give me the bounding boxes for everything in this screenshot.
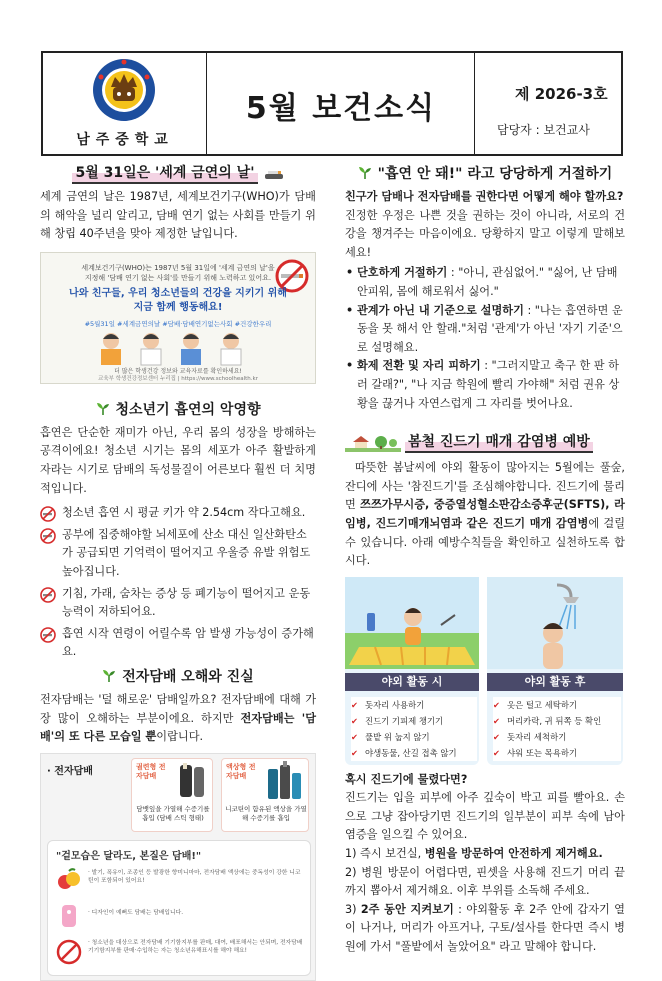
section-heading-text: 5월 31일은 '세계 금연의 날' <box>72 162 257 184</box>
check-icon: ✔ <box>493 715 501 726</box>
newsletter-header <box>41 51 623 156</box>
list-item <box>40 585 316 622</box>
cigarette-ashtray-icon <box>264 166 284 180</box>
step-bold-text: 병원을 방문하여 안전하게 제거해요. <box>424 847 603 861</box>
step-text: : 야외활동 후 2주 안에 갑자기 열이 나거나, 머리가 아프거나, 구토/설사를 한다면 즉시 병원에 가서 "풀밭에서 놀았어요" 라고 말해야 합니다. <box>345 902 625 954</box>
section-heading-text: 청소년기 흡연의 악영향 <box>115 401 261 418</box>
list-item <box>351 697 477 713</box>
heated-tobacco-device-icon <box>174 763 210 799</box>
paragraph-bold-text: 쯔쯔가무시증, 중증열성혈소판감소증후군(SFTS), 라임병, 진드기매개뇌염과 같은 진드기 매개 감염병 <box>345 498 625 530</box>
list-item-text: 진드기 기피제 챙기기 <box>365 715 444 726</box>
right-column <box>345 162 625 957</box>
step-text: 1) 즉시 보건실, <box>345 847 425 861</box>
school-logo-cell <box>43 53 207 154</box>
check-icon: ✔ <box>351 715 359 726</box>
refusal-question: 친구가 담배나 전자담배를 권한다면 어떻게 해야 할까요? <box>345 190 624 203</box>
check-icon: ✔ <box>351 747 359 758</box>
tick-bite-paragraph: 진드기는 입을 피부에 아주 깊숙이 박고 피를 빨아요. 손으로 그냥 잡아당기면 진드기의 일부분이 피부 속에 남아 염증을 일으킬 수 있어요. <box>345 791 625 842</box>
school-name: 남주중학교 <box>76 132 174 148</box>
house-landscape-icon <box>345 432 401 452</box>
tip-text: : "그러지말고 축구 한 판 하러 갈래?", "나 지금 학원에 빨리 가야해" 처럼 권유 상황을 끊거나 자연스럽게 그 자리를 벗어나요. <box>357 359 620 410</box>
check-icon: ✔ <box>493 731 501 742</box>
tick-bite-question: 혹시 진드기에 물렸다면? <box>345 772 468 786</box>
card-title: 야외 활동 후 <box>487 673 623 691</box>
section-heading-text: 봄철 진드기 매개 감염병 예방 <box>405 431 593 453</box>
paragraph-text: 전자담배는 '덜 해로운' 담배일까요? 전자담배에 대해 가장 많이 오해하는 부분이에요. 하지만 <box>40 692 316 725</box>
list-item <box>345 264 625 301</box>
poster-label: · 전자담배 <box>47 765 93 777</box>
card-description: 담뱃잎을 가열해 수증기를 흡입 (담배 스틱 형태) <box>136 804 210 822</box>
no-smoking-icon <box>40 587 56 603</box>
shower-illustration-icon <box>487 577 623 669</box>
paragraph-text: 따뜻한 봄날씨에 야외 활동이 많아지는 5월에는 풀숲, 잔디에 사는 '참진드기'를 조심해야합니다. 진드기에 물리면 <box>345 461 625 512</box>
list-item <box>493 745 621 761</box>
no-smoking-day-poster <box>40 252 316 384</box>
tick-paragraph <box>345 459 625 571</box>
tick-bite-step <box>345 845 625 864</box>
list-item-text: 옷은 털고 세탁하기 <box>507 699 578 710</box>
poster-footer-url: 교육부 학생건강정보센터 누리집 | https://www.schoolhealth.kr <box>98 375 258 382</box>
paragraph-text: 에 걸릴 수 있습니다. 아래 예방수칙들을 확인하고 실천하도록 합시다. <box>345 516 625 568</box>
check-icon: ✔ <box>351 731 359 742</box>
poster-headline: 지금 함께 행동해요! <box>133 301 223 313</box>
section-teen-smoking-title <box>40 398 316 420</box>
list-item-text: 돗자리 사용하기 <box>365 699 425 710</box>
school-seal-icon <box>89 57 159 123</box>
list-item <box>345 357 625 413</box>
list-item <box>493 713 621 729</box>
picnic-illustration-icon <box>345 577 479 669</box>
list-item <box>351 729 477 745</box>
refusal-tips-list <box>345 264 625 413</box>
heated-tobacco-card <box>131 758 213 832</box>
list-item <box>345 302 625 358</box>
no-smoking-day-paragraph: 세계 금연의 날은 1987년, 세계보건기구(WHO)가 담배의 해악을 널리 알리고, 담배 연기 없는 사회를 만들기 위해 창립 40주년을 맞아 제정한 날입니다. <box>40 190 316 241</box>
list-item-text: 청소년 흡연 시 평균 키가 약 2.54cm 작다고해요. <box>62 506 306 520</box>
section-refusal-title <box>345 162 625 184</box>
manager-label: 담당자 : 보건교사 <box>497 123 590 137</box>
no-smoking-icon <box>40 627 56 643</box>
teen-smoking-effects-list <box>40 504 316 662</box>
sprout-icon <box>96 402 110 416</box>
slogan-box <box>47 840 311 976</box>
section-heading-text: "흡연 안 돼!" 라고 당당하게 거절하기 <box>377 166 613 182</box>
step-bold-text: 2주 동안 지켜보기 <box>360 902 454 916</box>
section-e-cigarette-title <box>40 665 316 687</box>
list-item <box>493 729 621 745</box>
check-icon: ✔ <box>493 747 501 758</box>
check-icon: ✔ <box>351 699 359 710</box>
no-smoking-icon <box>40 528 56 544</box>
no-youth-sale-icon <box>56 939 82 965</box>
list-item <box>40 625 316 662</box>
slogan-text: "겉모습은 달라도, 본질은 담배!" <box>56 850 202 862</box>
fact-text: · 발기, 폭유이, 조종인 등 발광한 향미니마마, 전자담배 액상에는 중독성이 강한 니코틴이 포함되어 있어요! <box>88 869 301 885</box>
section-tick-title <box>345 431 625 453</box>
step-text: 3) <box>345 902 361 916</box>
no-smoking-icon <box>40 506 56 522</box>
list-item-text: 흡연 시작 연령이 어릴수록 암 발생 가능성이 증가해요. <box>62 626 314 659</box>
students-illustration-icon <box>81 329 281 365</box>
tip-heading: 관계가 아닌 내 기준으로 설명하기 <box>357 303 524 317</box>
card-description: 니코틴이 함유된 액상을 가열해 수증기를 흡입 <box>225 804 307 822</box>
outdoor-after-card <box>487 577 623 765</box>
liquid-ecig-device-icon <box>264 761 306 801</box>
list-item <box>351 745 477 761</box>
issue-number: 제 2026-3호 <box>515 85 608 103</box>
tip-text: : "나는 흡연하면 운동을 못 해서 안 할래."처럼 '관계'가 아닌 '자기 기준'으로 설명해요. <box>357 303 623 354</box>
tick-bite-step <box>345 901 625 957</box>
list-item <box>40 526 316 582</box>
list-item <box>40 504 316 523</box>
paragraph-text: 이랍니다. <box>156 730 204 744</box>
e-cigarette-poster <box>40 753 316 981</box>
left-column <box>40 162 316 981</box>
sprout-icon <box>358 166 372 180</box>
outdoor-before-card <box>345 577 479 765</box>
list-item-text: 기침, 가래, 숨차는 증상 등 폐기능이 떨어지고 운동능력이 저하되어요. <box>62 586 311 619</box>
poster-footer: 더 많은 학생건강 정보와 교육자료를 확인하세요! <box>114 367 242 375</box>
step-text: 2) 병원 방문이 어렵다면, 핀셋을 사용해 진드기 머리 끝까지 뽑아서 제거해요. 이후 부위를 소독해 주세요. <box>345 865 625 898</box>
list-item-text: 머리카락, 귀 뒤쪽 등 확인 <box>507 715 602 726</box>
list-item-text: 야생동물, 산길 접촉 않기 <box>365 747 457 758</box>
sprout-icon <box>102 669 116 683</box>
check-icon: ✔ <box>493 699 501 710</box>
tip-heading: 단호하게 거절하기 <box>357 266 448 280</box>
liquid-ecig-card <box>221 758 309 832</box>
paragraph-bold-text: 전자담배는 '담배'의 또 다른 모습일 뿐 <box>40 711 316 744</box>
list-item <box>351 713 477 729</box>
fact-text: · 디자인이 예뻐도 담배는 담배입니다. <box>88 909 184 916</box>
list-item-text: 풀밭 위 눕지 않기 <box>365 731 430 742</box>
poster-line: 세계보건기구(WHO)는 1987년 5월 31일에 '세계 금연의 날'을 <box>81 263 275 272</box>
title-cell <box>207 53 475 154</box>
issue-cell <box>475 53 623 154</box>
card-title: 야외 활동 시 <box>345 673 479 691</box>
teen-smoking-paragraph: 흡연은 단순한 재미가 아닌, 우리 몸의 성장을 방해하는 공격이에요! 청소년 시기는 몸의 세포가 아주 활발하게 자라는 시기로 담배의 독성물질이 어른보다 훨씬 더 치명적입니다. <box>40 425 316 495</box>
refusal-paragraph: 진정한 우정은 나쁜 것을 권하는 것이 아니라, 서로의 건강을 챙겨주는 마음이에요. 당황하지 말고 이렇게 말해보세요! <box>345 208 625 259</box>
tick-prevention-cards <box>345 577 625 767</box>
tip-text: : "아니, 관심없어." "싫어, 난 담배 안피워, 몸에 해로워서 싫어." <box>357 266 618 298</box>
fact-text: · 청소년을 대상으로 전자담배 기기함지부를 판매, 대여, 배포해서는 안되며, 전자담배 기기함지부를 판매·수입하는 자는 청소년유해표시를 해야 해요! <box>88 939 303 955</box>
section-heading-text: 전자담배 오해와 진실 <box>122 668 254 685</box>
list-item-text: 돗자리 세척하기 <box>507 731 567 742</box>
fruit-flavor-icon <box>56 867 82 893</box>
section-no-smoking-day-title <box>40 162 316 184</box>
page-title: 5월 보건소식 <box>245 91 437 126</box>
list-item-text: 공부에 집중해야할 뇌세포에 산소 대신 일산화탄소가 공급되면 기억력이 떨어지고 우울증 유발 위험도 높아집니다. <box>62 527 311 578</box>
list-item <box>493 697 621 713</box>
poster-hashtags: #5월31일 #세계금연의날 #담배·담배연기없는사회 #건강한우리 <box>84 319 272 328</box>
poster-line: 지정해 '담배 연기 없는 사회'를 만들기 위해 노력하고 있어요. <box>84 273 272 282</box>
poster-headline: 나와 친구들, 우리 청소년들의 건강을 지키기 위해 <box>69 287 287 299</box>
card-title: 액상형 전자담배 <box>226 762 256 780</box>
cute-device-icon <box>56 903 82 929</box>
tick-bite-step <box>345 864 625 901</box>
e-cigarette-paragraph <box>40 691 316 747</box>
list-item-text: 샤워 또는 목욕하기 <box>507 747 578 758</box>
tip-heading: 화제 전환 및 자리 피하기 <box>357 359 481 373</box>
card-title: 궐련형 전자담배 <box>136 762 166 780</box>
